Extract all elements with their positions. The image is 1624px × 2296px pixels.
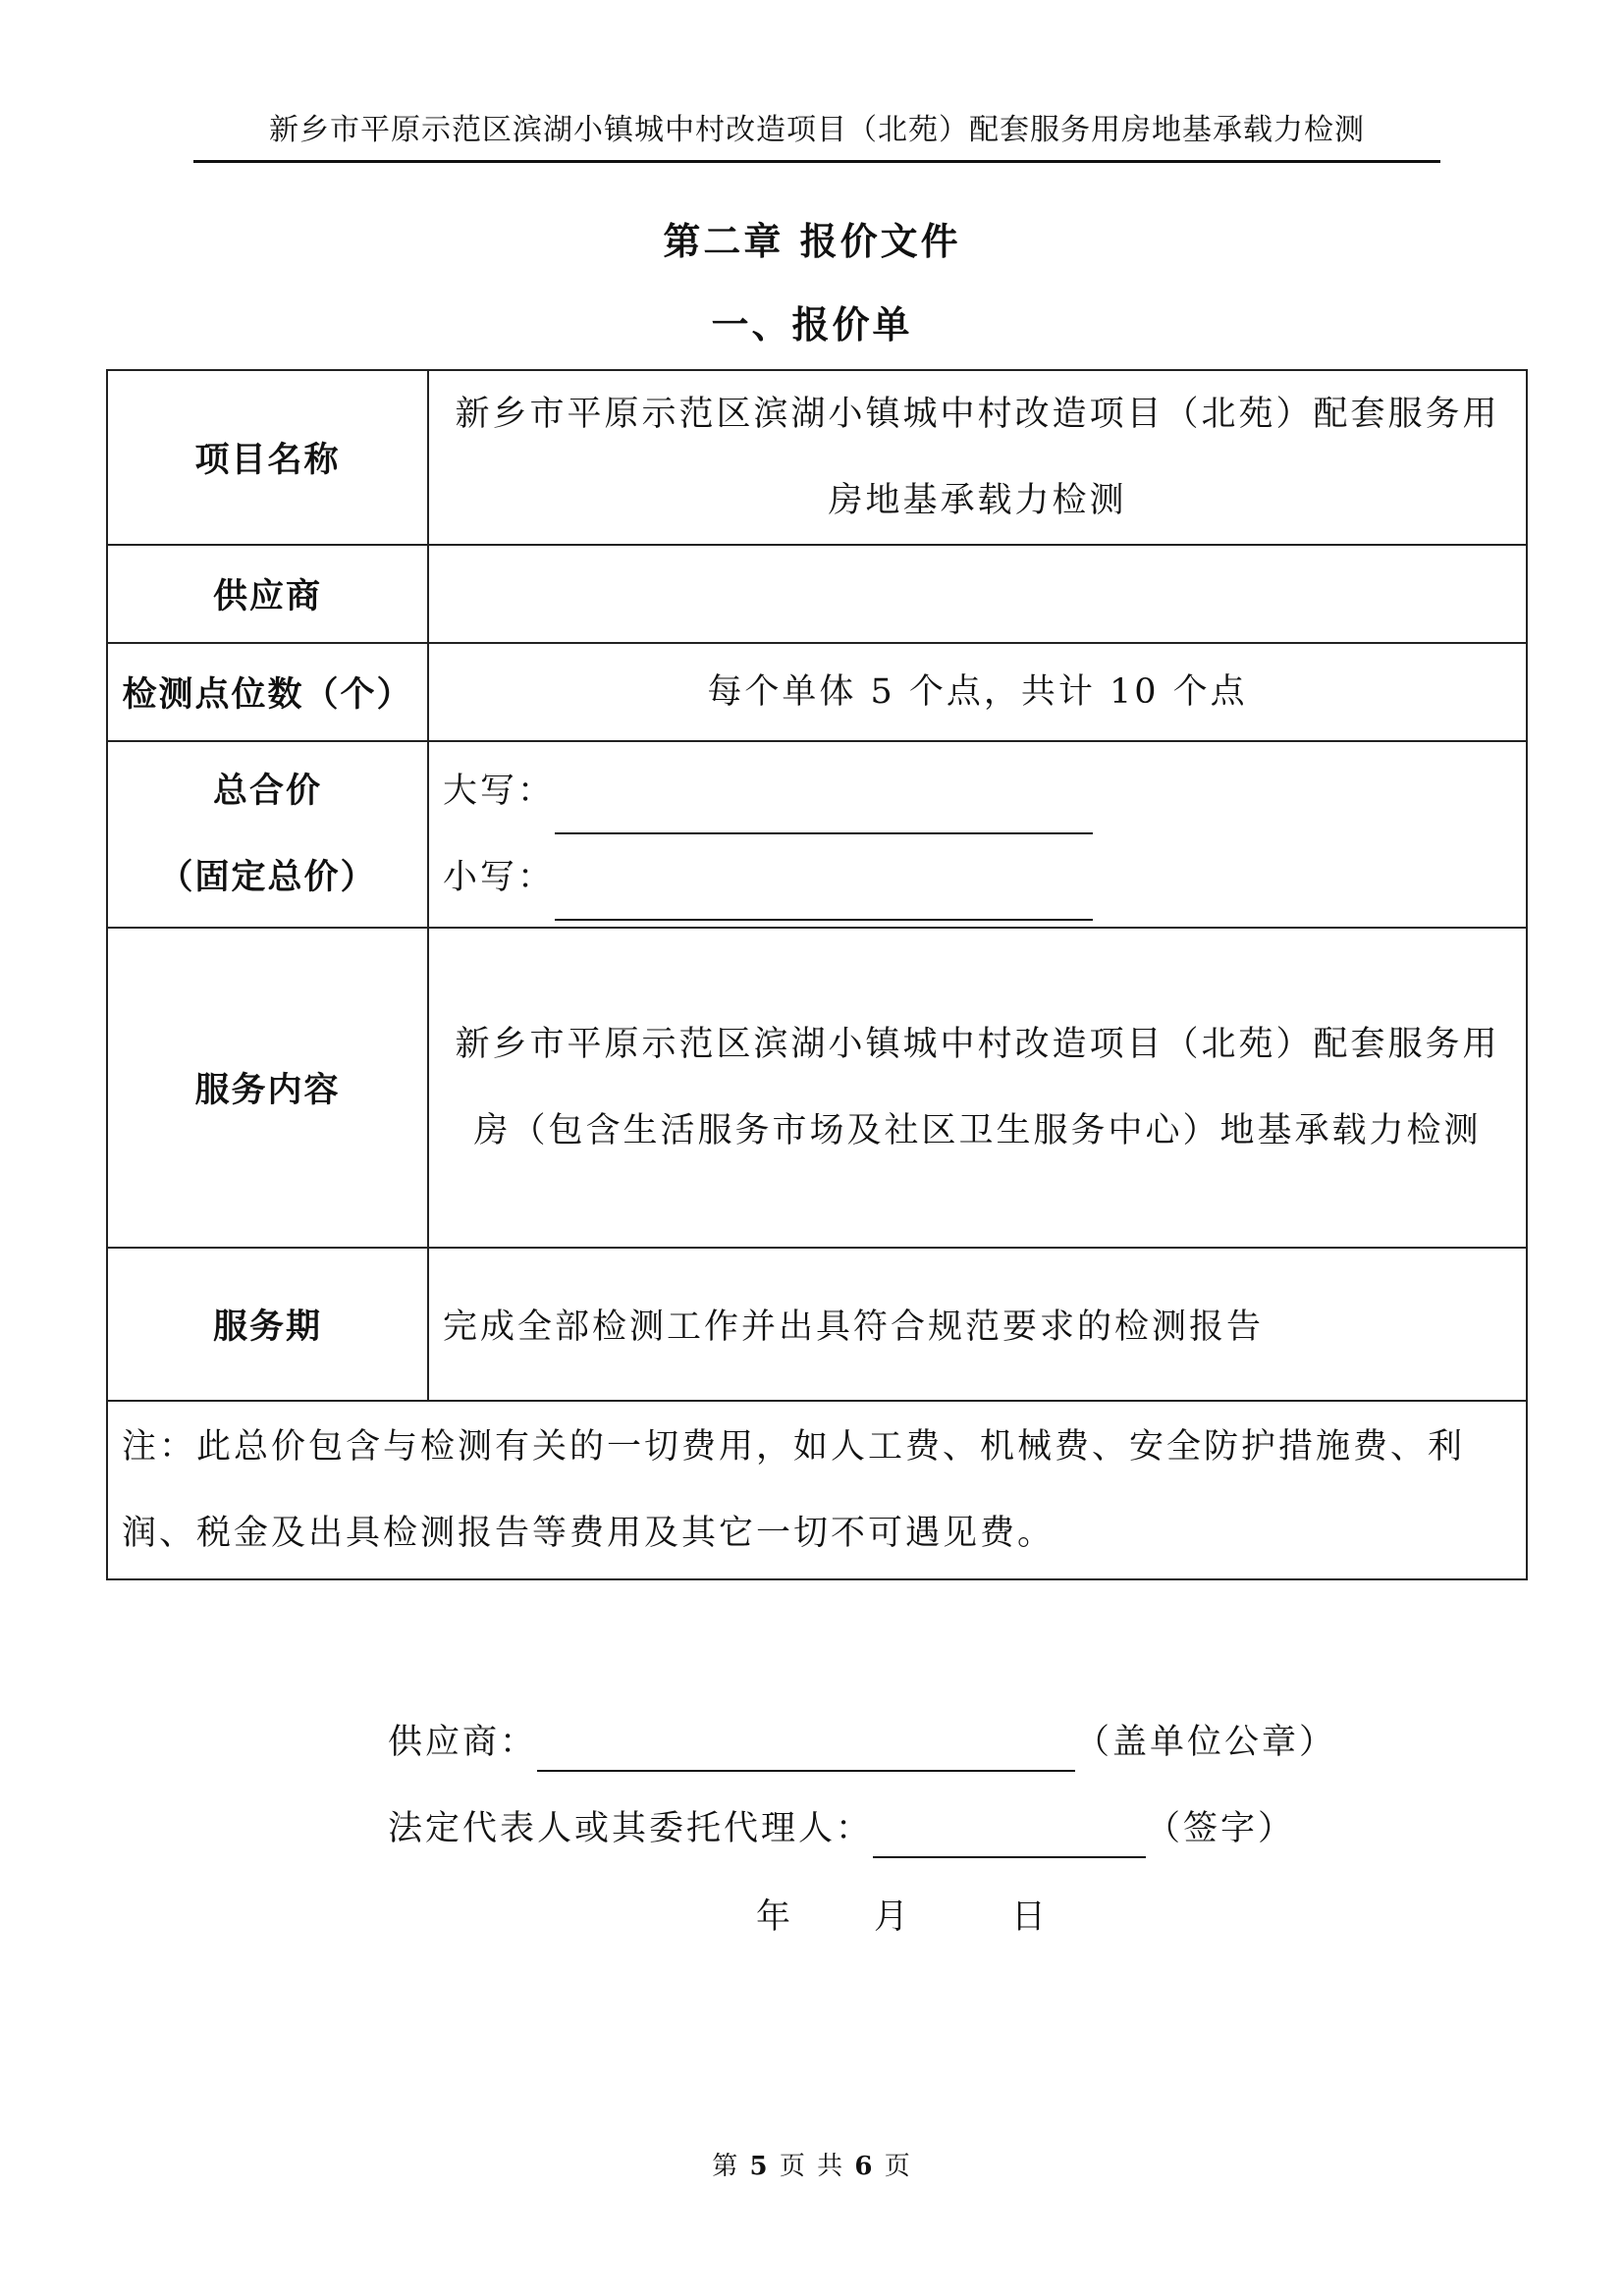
service-content-value xyxy=(428,928,1527,1248)
supplier-label: 供应商 xyxy=(107,545,428,643)
footer-current-page: 5 xyxy=(749,2152,770,2181)
date-row xyxy=(756,1890,1046,1939)
supplier-signature-label: 供应商： xyxy=(388,1723,538,1762)
chapter-title: 第二章 报价文件 xyxy=(663,219,961,263)
service-period-value: 完成全部检测工作并出具符合规范要求的检测报告 xyxy=(428,1248,1527,1401)
note-line-1: 注：此总价包含与检测有关的一切费用，如人工费、机械费、安全防护措施费、利 xyxy=(122,1427,1466,1467)
total-price-lower-blank xyxy=(555,883,1093,921)
footer-middle: 页 共 xyxy=(779,2152,845,2181)
representative-signature-suffix: （签字） xyxy=(1146,1809,1296,1848)
supplier-signature-row xyxy=(388,1713,1336,1799)
total-price-value xyxy=(428,741,1527,928)
table-row-supplier xyxy=(107,545,1527,643)
table-row-service-content xyxy=(107,928,1527,1248)
representative-signature-blank xyxy=(873,1813,1146,1858)
service-content-line-1: 新乡市平原示范区滨湖小镇城中村改造项目（北苑）配套服务用 xyxy=(455,1025,1500,1064)
supplier-signature-suffix: （盖单位公章） xyxy=(1075,1723,1337,1762)
total-price-upper-label: 大写： xyxy=(443,772,556,811)
total-price-lower-row xyxy=(443,834,1512,921)
running-header: 新乡市平原示范区滨湖小镇城中村改造项目（北苑）配套服务用房地基承载力检测 xyxy=(193,101,1440,163)
total-price-upper-blank xyxy=(555,797,1093,834)
table-row-points xyxy=(107,643,1527,741)
supplier-value xyxy=(428,545,1527,643)
date-day: 日 xyxy=(1011,1897,1047,1937)
note-line-2: 润、税金及出具检测报告等费用及其它一切不可遇见费。 xyxy=(122,1514,1056,1553)
service-period-label: 服务期 xyxy=(107,1248,428,1401)
project-name-line-1: 新乡市平原示范区滨湖小镇城中村改造项目（北苑）配套服务用 xyxy=(455,395,1500,434)
note-cell xyxy=(107,1401,1527,1579)
footer-total-pages: 6 xyxy=(854,2152,875,2181)
footer-prefix: 第 xyxy=(712,2152,740,2181)
page-footer xyxy=(0,2146,1624,2182)
quote-table xyxy=(106,369,1528,1580)
project-name-line-2: 房地基承载力检测 xyxy=(828,481,1127,520)
table-row-note xyxy=(107,1401,1527,1579)
service-content-label: 服务内容 xyxy=(107,928,428,1248)
representative-signature-label: 法定代表人或其委托代理人： xyxy=(388,1809,874,1848)
points-label: 检测点位数（个） xyxy=(107,643,428,741)
total-price-lower-label: 小写： xyxy=(443,858,556,897)
section-title: 一、报价单 xyxy=(711,302,913,347)
representative-signature-row xyxy=(388,1799,1336,1886)
table-row-total-price xyxy=(107,741,1527,928)
points-value: 每个单体 5 个点，共计 10 个点 xyxy=(428,643,1527,741)
table-row-service-period xyxy=(107,1248,1527,1401)
table-row-project-name xyxy=(107,370,1527,545)
total-price-upper-row xyxy=(443,748,1512,834)
signature-area xyxy=(388,1713,1336,1886)
service-content-line-2: 房（包含生活服务市场及社区卫生服务中心）地基承载力检测 xyxy=(473,1111,1482,1150)
date-month: 月 xyxy=(874,1897,909,1937)
date-year: 年 xyxy=(756,1897,791,1937)
total-price-label-line-2: （固定总价） xyxy=(158,857,377,897)
project-name-value xyxy=(428,370,1527,545)
project-name-label: 项目名称 xyxy=(107,370,428,545)
total-price-label-line-1: 总合价 xyxy=(212,771,322,811)
supplier-signature-blank xyxy=(537,1727,1075,1772)
footer-suffix: 页 xyxy=(884,2152,912,2181)
total-price-label xyxy=(107,741,428,928)
